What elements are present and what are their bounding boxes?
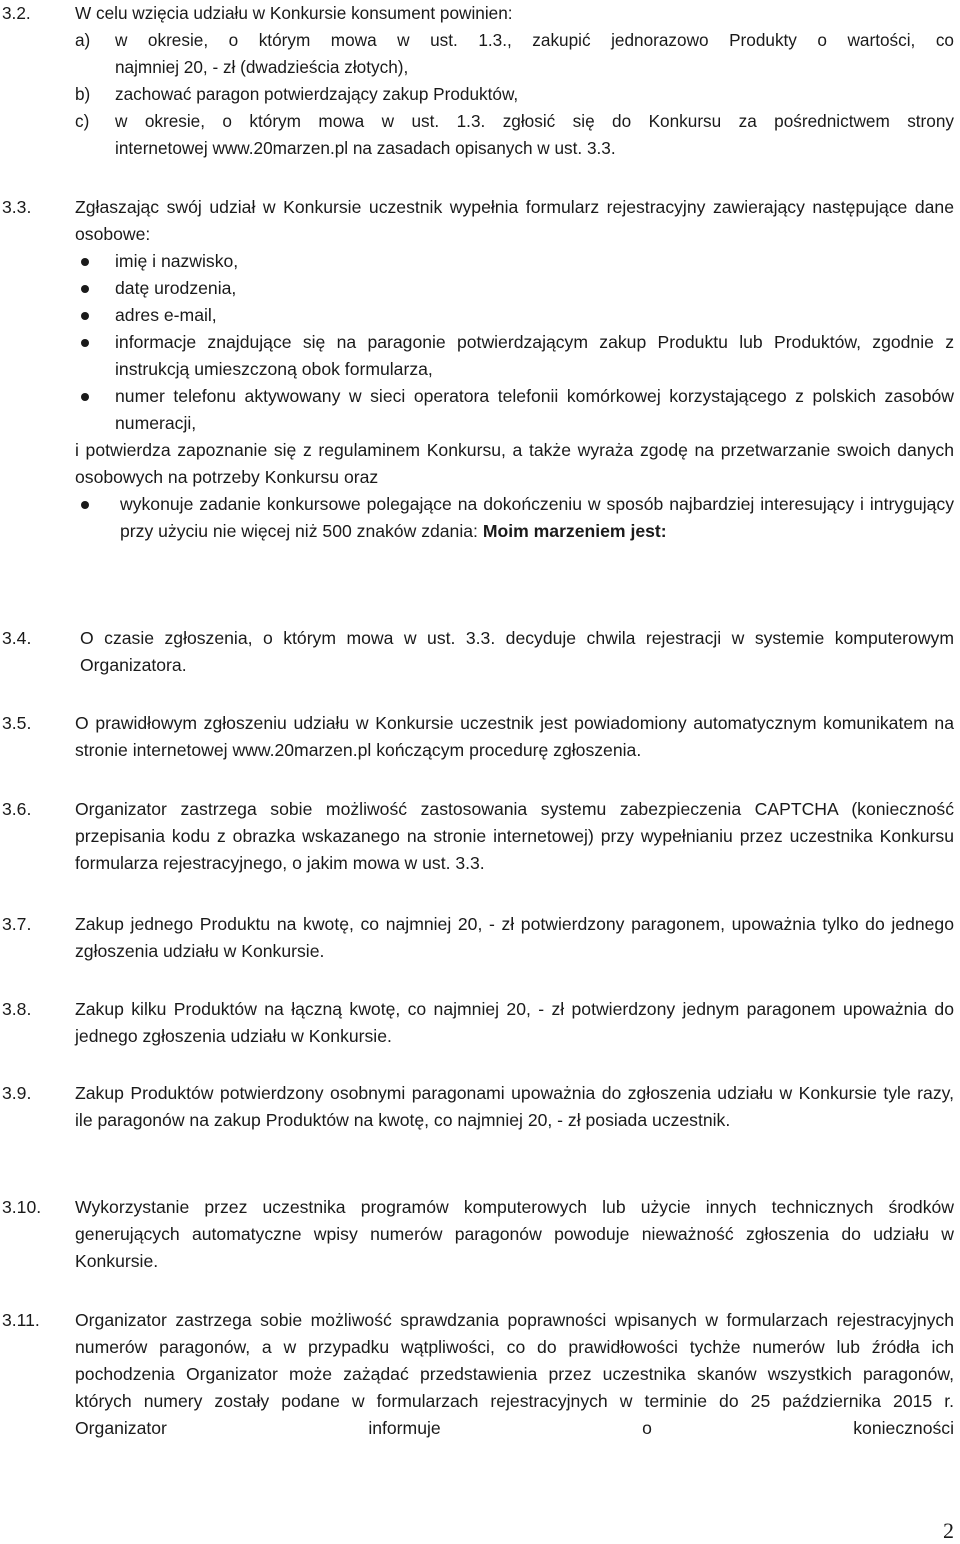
- list-item-c-continued: [75, 135, 954, 162]
- bullet-icon: [81, 339, 89, 347]
- section-text: Wykorzystanie przez uczestnika programów komputerowych lub użycie innych technicznych środków generujących automatyczne wpisy numerów paragonów powoduje nieważność zgłoszenia do udziału w Konkursie.: [75, 1197, 954, 1271]
- section-number: 3.2.: [2, 3, 31, 23]
- section-intro: Zgłaszając swój udział w Konkursie uczestnik wypełnia formularz rejestracyjny zawierający następujące dane osobowe:: [75, 197, 954, 244]
- list-item-text: internetowej www.20marzen.pl na zasadach opisanych w ust. 3.3.: [115, 138, 616, 158]
- section-text: O prawidłowym zgłoszeniu udziału w Konkursie uczestnik jest powiadomiony automatycznym komunikatem na stronie internetowej www.20marzen.pl kończącym procedurę zgłoszenia.: [75, 713, 954, 760]
- section-text: Zakup kilku Produktów na łączną kwotę, co najmniej 20, - zł potwierdzony jednym paragonem upoważnia do jednego zgłoszenia udziału w Konkursie.: [75, 999, 954, 1046]
- section-text: Zakup Produktów potwierdzony osobnymi paragonami upoważnia do zgłoszenia udziału w Konkursie tyle razy, ile paragonów na zakup Produktów na kwotę, co najmniej 20, - zł posiada uczestnik.: [75, 1083, 954, 1130]
- section-number: 3.7.: [2, 914, 32, 934]
- bullet-item: adres e-mail,: [75, 302, 954, 329]
- list-item-text: zachować paragon potwierdzający zakup Produktów,: [115, 84, 519, 104]
- section-number: 3.11.: [2, 1310, 40, 1330]
- bullet-icon: [81, 501, 89, 509]
- section-after-text: i potwierdza zapoznanie się z regulaminem Konkursu, a także wyraża zgodę na przetwarzanie swoich danych osobowych na potrzeby Konkursu oraz: [75, 440, 954, 487]
- list-item-a-continued: [75, 54, 954, 81]
- section-number: 3.8.: [2, 999, 32, 1019]
- list-item-a: [75, 27, 954, 54]
- section-number: 3.5.: [2, 713, 32, 733]
- section-text: Organizator zastrzega sobie możliwość zastosowania systemu zabezpieczenia CAPTCHA (konieczność przepisania kodu z obrazka wskazanego na stronie internetowej) przy wypełnianiu przez uczestnika Konkursu formularza rejestracyjnego, o jakim mowa w ust. 3.3.: [75, 799, 954, 873]
- bullet-icon: [81, 312, 89, 320]
- list-item-text: w okresie, o którym mowa w ust. 1.3., zakupić jednorazowo Produkty o wartości, co: [115, 30, 954, 50]
- list-letter: b): [75, 84, 91, 104]
- bullet-item-task: wykonuje zadanie konkursowe polegające na dokończeniu w sposób najbardziej interesujący i intrygujący przy użyciu nie więcej niż 500 znaków zdania: Moim marzeniem jest:: [75, 491, 954, 545]
- section-text: O czasie zgłoszenia, o którym mowa w ust. 3.3. decyduje chwila rejestracji w systemie komputerowym Organizatora.: [80, 628, 954, 675]
- list-item-c: [75, 108, 954, 135]
- list-item-text: w okresie, o którym mowa w ust. 1.3. zgłosić się do Konkursu za pośrednictwem strony: [115, 111, 954, 131]
- section-text: Organizator zastrzega sobie możliwość sprawdzania poprawności wpisanych w formularzach rejestracyjnych numerów paragonów, a w przypadku wątpliwości, co do prawidłowości tychże numerów lub źródła ich pochodzenia Organizator może zażądać przedstawienia przez uczestnika skanów wszystkich paragonów, których numery zostały podane w formularzach rejestracyjnych w terminie do 25 października 2015 r. Organizator informuje o konieczności: [75, 1310, 954, 1438]
- section-text: Zakup jednego Produktu na kwotę, co najmniej 20, - zł potwierdzony paragonem, upoważnia tylko do jednego zgłoszenia udziału w Konkursie.: [75, 914, 954, 961]
- list-letter: a): [75, 30, 91, 50]
- section-intro: W celu wzięcia udziału w Konkursie konsument powinien:: [75, 3, 513, 23]
- list-letter: c): [75, 111, 90, 131]
- section-number: 3.9.: [2, 1083, 32, 1103]
- bullet-item: datę urodzenia,: [75, 275, 954, 302]
- list-item-text: najmniej 20, - zł (dwadzieścia złotych),: [115, 57, 409, 77]
- list-item-b: [75, 81, 954, 108]
- bullet-item: informacje znajdujące się na paragonie potwierdzającym zakup Produktu lub Produktów, zgodnie z instrukcją umieszczoną obok formularza,: [75, 329, 954, 383]
- section-number: 3.10.: [2, 1197, 42, 1217]
- bullet-icon: [81, 285, 89, 293]
- section-number: 3.3.: [2, 197, 32, 217]
- task-phrase: Moim marzeniem jest:: [482, 521, 667, 541]
- section-number: 3.4.: [2, 628, 32, 648]
- page-number: 2: [943, 1518, 954, 1543]
- section-number: 3.6.: [2, 799, 32, 819]
- bullet-icon: [81, 258, 89, 266]
- bullet-icon: [81, 393, 89, 401]
- bullet-item: imię i nazwisko,: [75, 248, 954, 275]
- bullet-item: numer telefonu aktywowany w sieci operatora telefonii komórkowej korzystającego z polskich zasobów numeracji,: [75, 383, 954, 437]
